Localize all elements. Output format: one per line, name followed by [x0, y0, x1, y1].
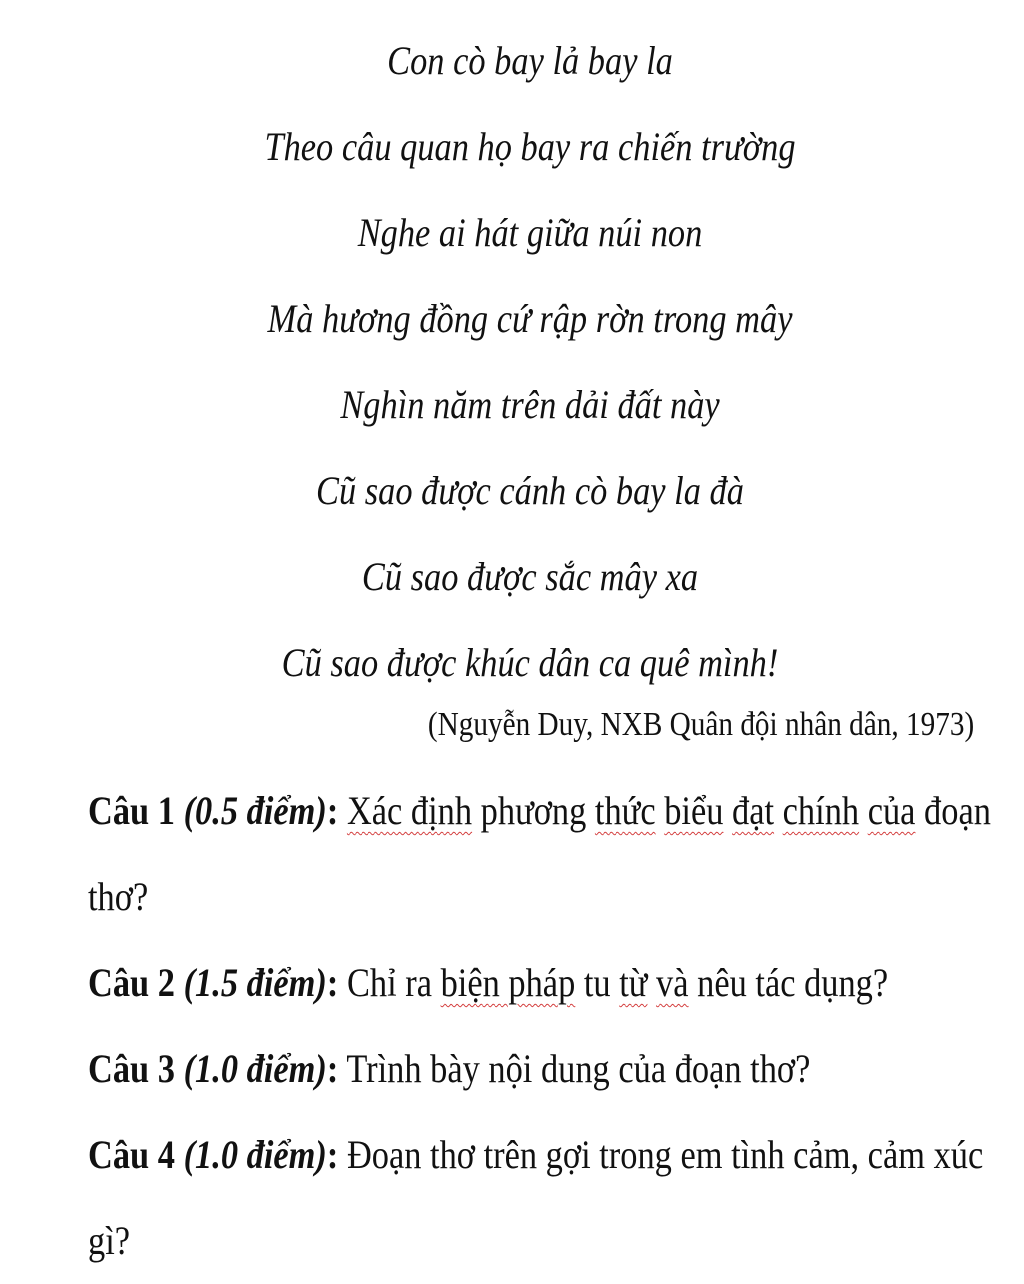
question-points: (1.0 điểm) — [183, 1046, 327, 1091]
text-segment: nêu tác dụng? — [688, 960, 889, 1005]
question-label: Câu 2 — [88, 960, 175, 1005]
text-segment — [774, 788, 783, 833]
question-4 — [88, 1112, 984, 1198]
poem-line-1: Con cò bay lả bay la — [387, 38, 673, 83]
poem-line-3: Nghe ai hát giữa núi non — [357, 210, 703, 255]
question-colon: : — [326, 1132, 339, 1177]
poem-line-8: Cũ sao được khúc dân ca quê mình! — [281, 640, 779, 685]
question-4-continuation: gì? — [88, 1218, 131, 1263]
question-points: (1.5 điểm) — [183, 960, 327, 1005]
poem-line-2: Theo câu quan họ bay ra chiến trường — [264, 124, 796, 169]
text-segment — [859, 788, 868, 833]
spellcheck-word: thức — [594, 788, 656, 833]
spellcheck-word: của — [867, 788, 916, 833]
question-colon: : — [326, 960, 339, 1005]
spellcheck-word: từ — [619, 960, 648, 1005]
question-colon: : — [326, 788, 339, 833]
spellcheck-word: đạt — [732, 788, 775, 833]
question-label: Câu 4 — [88, 1132, 175, 1177]
text-segment — [723, 788, 732, 833]
question-1 — [88, 768, 991, 854]
spellcheck-word: Xác định — [346, 788, 473, 833]
question-colon: : — [326, 1046, 339, 1091]
question-label: Câu 3 — [88, 1046, 175, 1091]
question-points: (0.5 điểm) — [183, 788, 327, 833]
poem-line-5: Nghìn năm trên dải đất này — [340, 382, 720, 427]
question-text: Đoạn thơ trên gợi trong em tình cảm, cảm xúc — [338, 1132, 984, 1177]
text-segment: tu — [575, 960, 620, 1005]
spellcheck-word: và — [656, 960, 689, 1005]
poem-excerpt — [0, 18, 1024, 706]
question-list — [88, 768, 1024, 1284]
question-2 — [88, 940, 948, 1026]
poem-line-7: Cũ sao được sắc mây xa — [361, 554, 699, 599]
text-segment — [338, 788, 347, 833]
text-segment: phương — [472, 788, 595, 833]
question-label: Câu 1 — [88, 788, 175, 833]
spellcheck-word: biện pháp — [440, 960, 576, 1005]
question-points: (1.0 điểm) — [183, 1132, 327, 1177]
spellcheck-word: biểu — [664, 788, 724, 833]
question-text — [338, 960, 888, 1005]
question-text — [338, 788, 991, 833]
poem-line-4: Mà hương đồng cứ rập rờn trong mây — [267, 296, 793, 341]
poem-line-6: Cũ sao được cánh cò bay la đà — [316, 468, 744, 513]
text-segment: đoạn — [915, 788, 991, 833]
text-segment: Chỉ ra — [338, 960, 441, 1005]
spellcheck-word: chính — [782, 788, 860, 833]
text-segment — [656, 788, 665, 833]
question-text: Trình bày nội dung của đoạn thơ? — [338, 1046, 811, 1091]
poem-source-citation: (Nguyễn Duy, NXB Quân đội nhân dân, 1973) — [427, 706, 974, 743]
text-segment — [647, 960, 656, 1005]
question-1-continuation: thơ? — [88, 874, 149, 919]
question-3 — [88, 1026, 948, 1112]
